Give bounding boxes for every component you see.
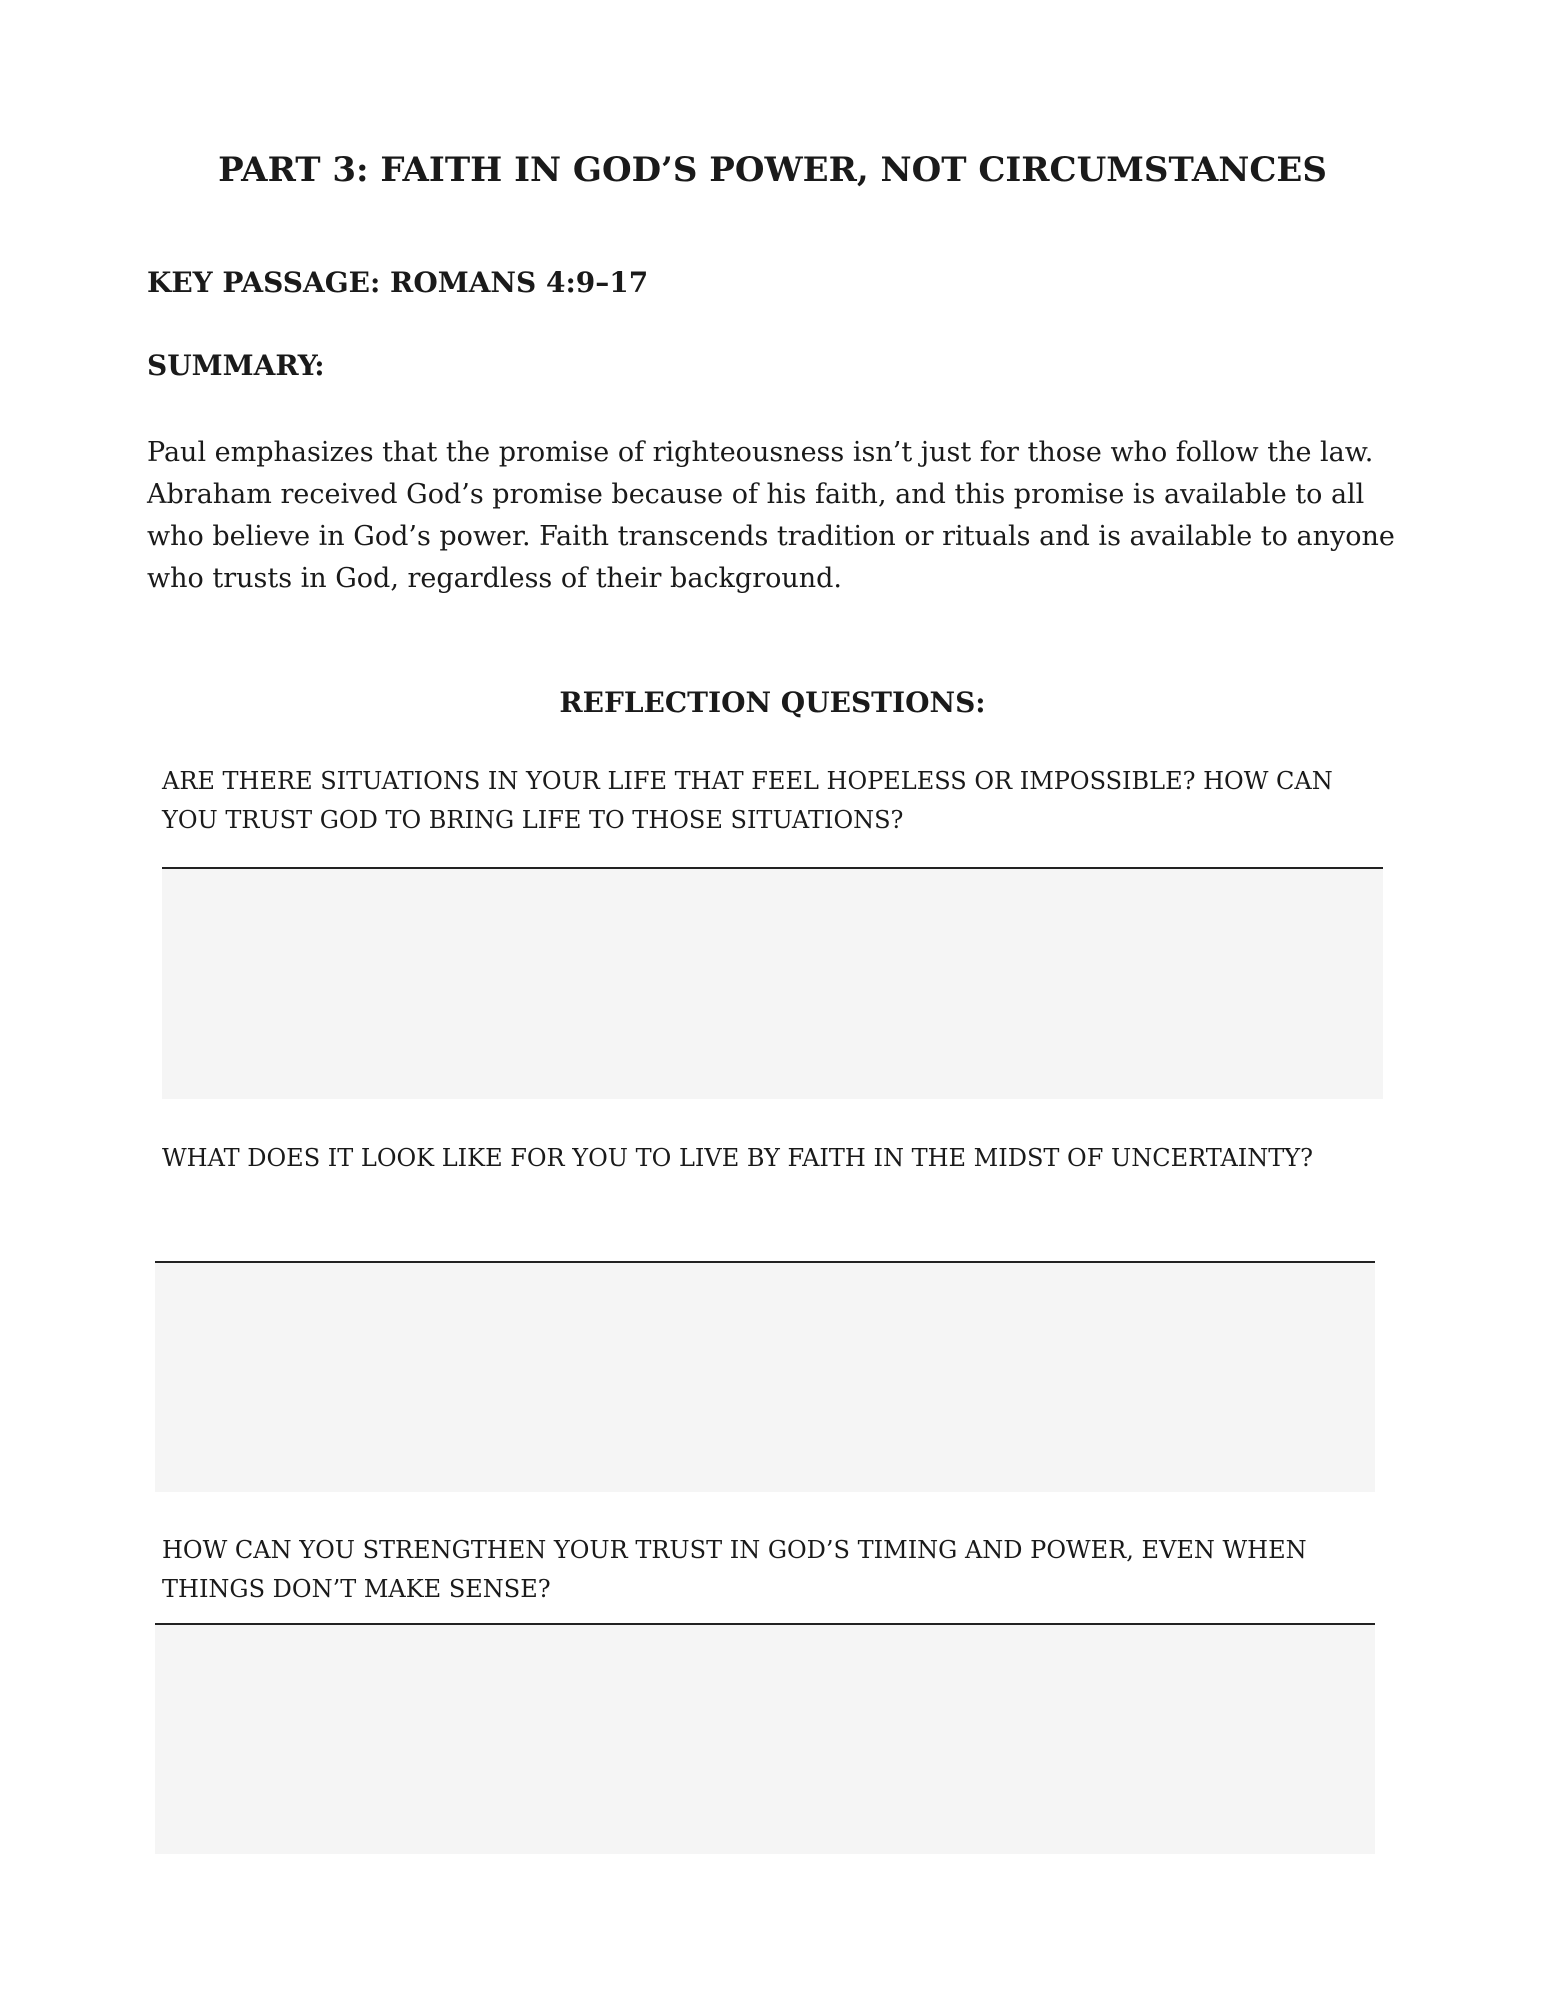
answer-box-3[interactable] — [155, 1623, 1375, 1854]
answer-box-2[interactable] — [155, 1261, 1375, 1492]
summary-text: Paul emphasizes that the promise of righteousness isn’t just for those who follow the law. Abraham received God’s promise because of his faith, and this promise is available to all who believe in God’s power. Faith transcends tradition or rituals and is available to anyone who trusts in God, regardless of their background. — [147, 437, 1395, 594]
question-1: ARE THERE SITUATIONS IN YOUR LIFE THAT FEEL HOPELESS OR IMPOSSIBLE? HOW CAN YOU TRUST GOD TO BRING LIFE TO THOSE SITUATIONS? — [162, 767, 1333, 834]
page-title: PART 3: FAITH IN GOD’S POWER, NOT CIRCUMSTANCES — [218, 150, 1327, 190]
reflection-heading: REFLECTION QUESTIONS: — [559, 686, 986, 719]
key-passage: KEY PASSAGE: ROMANS 4:9–17 — [147, 266, 649, 299]
question-3: HOW CAN YOU STRENGTHEN YOUR TRUST IN GOD’S TIMING AND POWER, EVEN WHEN THINGS DON’T MAKE SENSE? — [162, 1536, 1307, 1603]
answer-box-1[interactable] — [162, 867, 1383, 1099]
question-2: WHAT DOES IT LOOK LIKE FOR YOU TO LIVE BY FAITH IN THE MIDST OF UNCERTAINTY? — [162, 1144, 1313, 1172]
summary-label: SUMMARY: — [147, 349, 325, 382]
